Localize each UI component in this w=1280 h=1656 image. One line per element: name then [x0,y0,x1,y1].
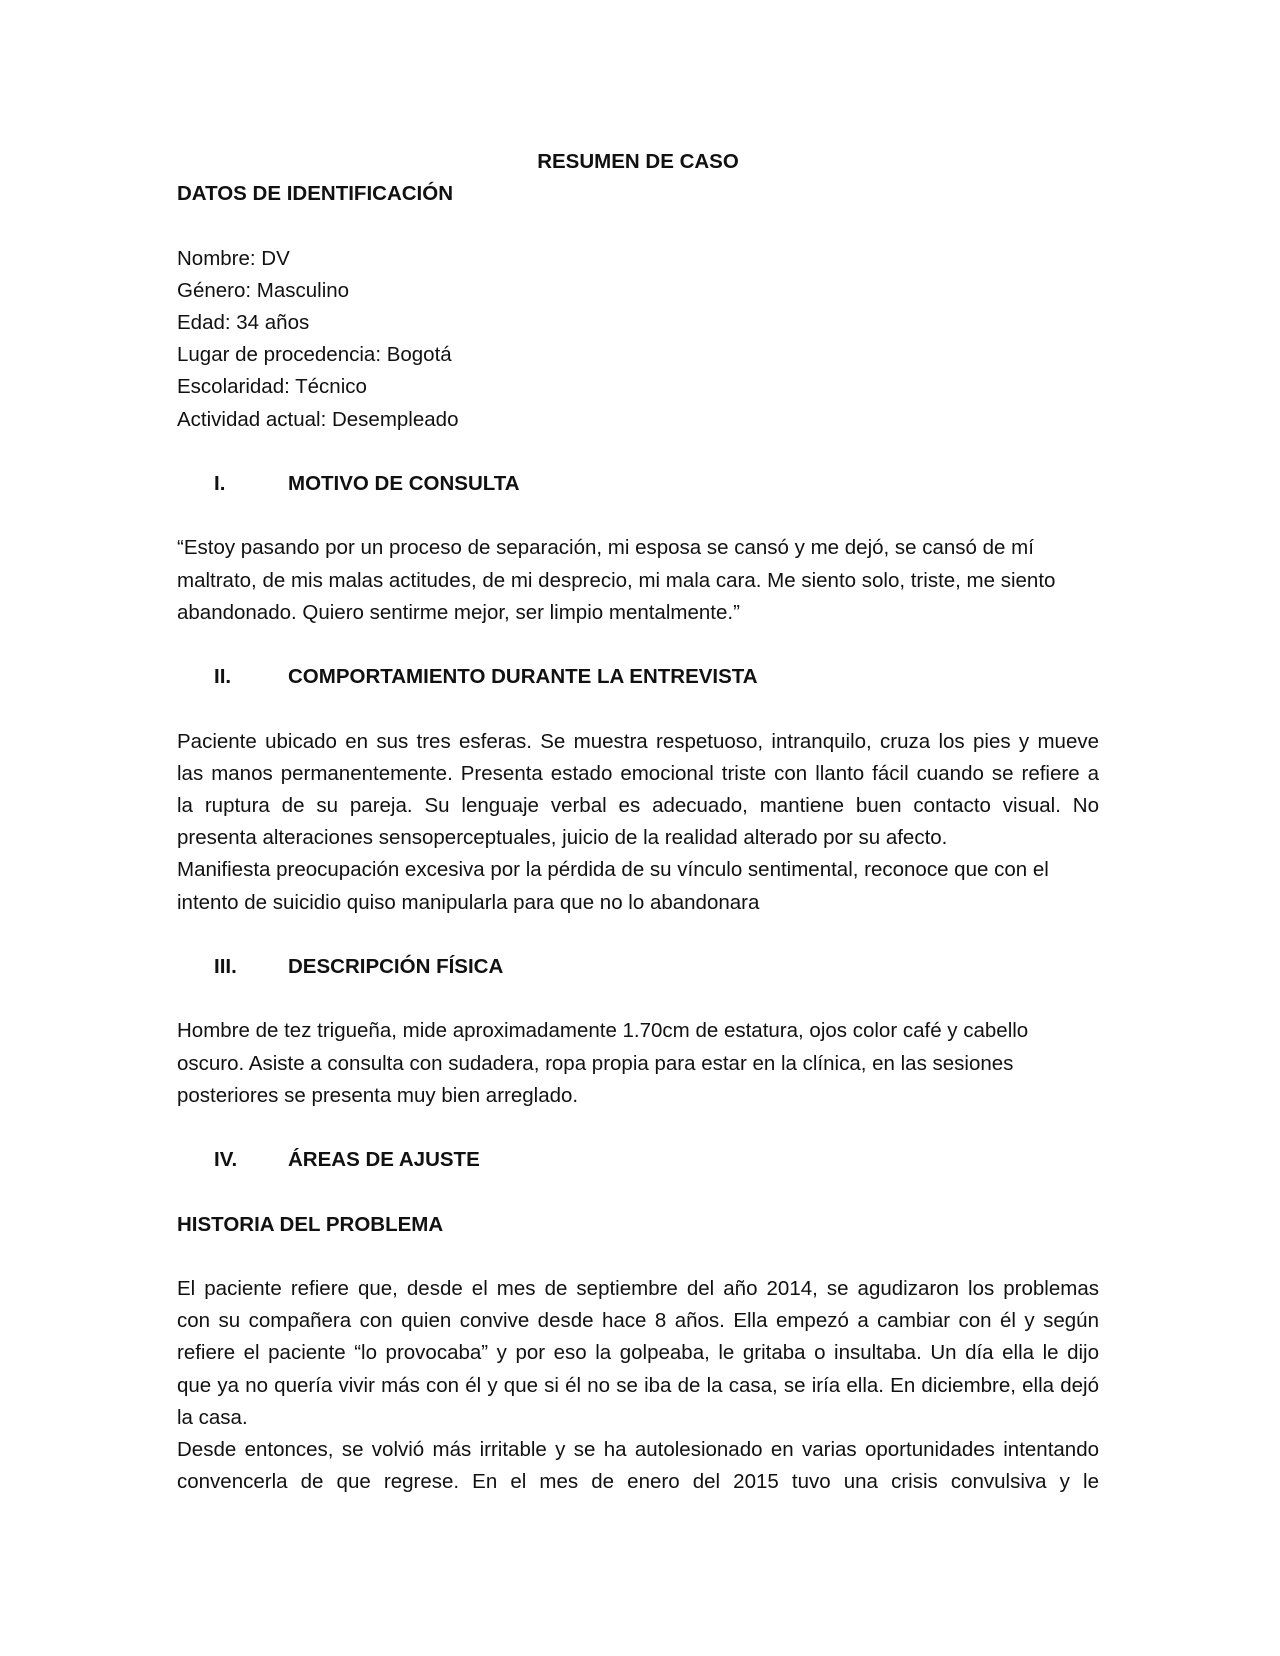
spacer [177,629,1099,661]
section-numeral: II. [214,665,232,689]
spacer [177,500,1099,532]
paragraph-line: El paciente refiere que, desde el mes de septiembre del año 2014, se agudizaron los problemas [177,1276,1099,1300]
document-page [177,146,1099,1498]
spacer [177,210,1099,242]
section-numeral: III. [214,954,237,978]
spacer [177,1241,1099,1273]
document-title: RESUMEN DE CASO [537,150,739,173]
spacer [177,693,1099,725]
paragraph-line: intento de suicidio quiso manipularla para que no lo abandonara [177,890,760,914]
section-heading-motivo [177,468,1099,500]
paragraph-line: la ruptura de su pareja. Su lenguaje verbal es adecuado, mantiene buen contacto visual. No [177,793,1099,817]
paragraph-line: abandonado. Quiero sentirme mejor, ser limpio mentalmente.” [177,600,740,624]
paragraph-line: posteriores se presenta muy bien arreglado. [177,1083,579,1107]
section-heading-descripcion [177,951,1099,983]
field-name: Nombre: DV [177,246,290,270]
spacer [177,983,1099,1015]
paragraph-line: Desde entonces, se volvió más irritable y se ha autolesionado en varias oportunidades intentando [177,1437,1099,1461]
field-age: Edad: 34 años [177,311,310,334]
paragraph-line: refiere el paciente “lo provocaba” y por eso la golpeaba, le gritaba o insultaba. Un día ella le dijo [177,1341,1099,1365]
history-heading: HISTORIA DEL PROBLEMA [177,1212,444,1236]
field-gender: Género: Masculino [177,278,350,302]
section-title: MOTIVO DE CONSULTA [288,472,520,495]
paragraph-line: maltrato, de mis malas actitudes, de mi desprecio, mi mala cara. Me siento solo, triste, me siento [177,568,1056,592]
paragraph-line: la casa. [177,1405,248,1429]
paragraph-line: Manifiesta preocupación excesiva por la pérdida de su vínculo sentimental, reconoce que con el [177,858,1049,882]
section-numeral: IV. [214,1148,238,1172]
section-heading-comportamiento [177,661,1099,693]
identification-heading: DATOS DE IDENTIFICACIÓN [177,182,453,206]
section-title: DESCRIPCIÓN FÍSICA [288,954,504,978]
section-title: ÁREAS DE AJUSTE [288,1148,480,1172]
paragraph-line: las manos permanentemente. Presenta estado emocional triste con llanto fácil cuando se refiere a [177,761,1099,785]
paragraph-line: Paciente ubicado en sus tres esferas. Se muestra respetuoso, intranquilo, cruza los pies y mueve [177,729,1099,753]
spacer [177,436,1099,468]
paragraph-line: “Estoy pasando por un proceso de separación, mi esposa se cansó y me dejó, se cansó de mí [177,536,1034,560]
paragraph-line: Hombre de tez trigueña, mide aproximadamente 1.70cm de estatura, ojos color café y cabello [177,1019,1029,1043]
spacer [177,919,1099,951]
field-origin: Lugar de procedencia: Bogotá [177,343,452,367]
spacer [177,1176,1099,1208]
section-numeral: I. [214,472,226,495]
section-title: COMPORTAMIENTO DURANTE LA ENTREVISTA [288,665,758,689]
field-education: Escolaridad: Técnico [177,375,367,399]
paragraph-line: oscuro. Asiste a consulta con sudadera, ropa propia para estar en la clínica, en las sesiones [177,1051,1014,1075]
paragraph-line: que ya no quería vivir más con él y que si él no se iba de la casa, se iría ella. En diciembre, ella dejó [177,1373,1099,1397]
paragraph-line: presenta alteraciones sensoperceptuales, juicio de la realidad alterado por su afecto. [177,826,948,850]
section-heading-areas [177,1144,1099,1176]
field-activity: Actividad actual: Desempleado [177,407,459,431]
paragraph-line: convencerla de que regrese. En el mes de enero del 2015 tuvo una crisis convulsiva y le [177,1470,1099,1494]
paragraph-line: con su compañera con quien convive desde hace 8 años. Ella empezó a cambiar con él y según [177,1309,1099,1333]
spacer [177,1112,1099,1144]
